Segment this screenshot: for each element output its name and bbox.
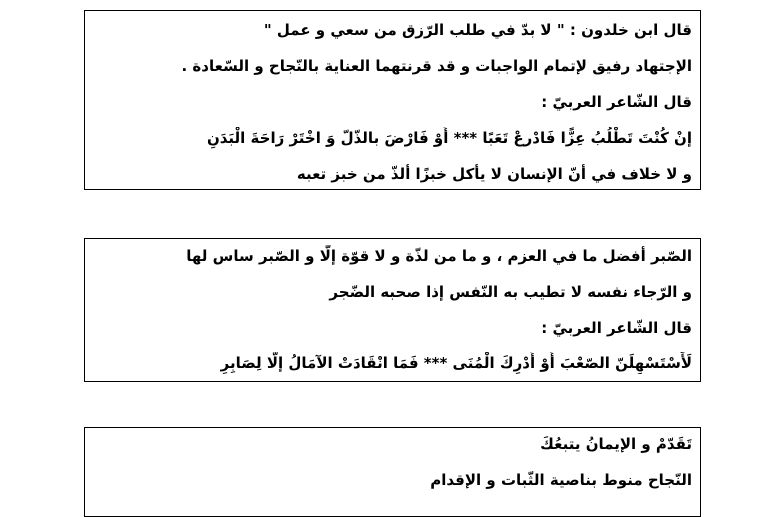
box1-line-1: قال ابن خلدون : " لا بدّ في طلب الرّزق من سعي و عمل " [263,21,692,39]
quote-box-3 [84,427,701,517]
box3-line-1: تَقَدّمْ و الإيمانُ يتبعُكَ [540,435,692,453]
box2-line-2: و الرّجاء نفسه لا تطيب به النّفس إذا صحبه الضّجر [329,283,692,301]
quote-box-1 [84,10,701,190]
box2-line-1: الصّبر أفضل ما في العزم ، و ما من لذّة و لا قوّة إلّا و الصّبر ساس لها [186,247,692,265]
box1-line-5: و لا خلاف في أنّ الإنسان لا يأكل خبزًا ألذّ من خبز تعبه [296,165,692,183]
box1-line-2: الإجتهاد رفيق لإتمام الواجبات و قد قرنتهما العناية بالنّجاح و السّعادة . [181,57,692,75]
box1-line-3: قال الشّاعر العربيّ : [541,93,692,111]
box3-line-2: النّجاح منوط بناصية الثّبات و الإقدام [430,471,692,489]
quote-box-2 [84,238,701,382]
box2-line-4: لَأَسْتَسْهِلَنّ الصّعْبَ أَوْ أُدْرِكَ الْمُنَى *** فَمَا انْقَادَتْ الآمَالُ إلّا لِصَابِرِ [220,354,692,372]
box1-line-4: إنْ كُنْتَ تَطْلُبُ عِزًّا فَادْرعْ تَعَبًا *** أَوْ فَارْضَ بالذّلّ وَ اخْتَرْ رَاحَةَ الْبَدَنِ [206,129,692,147]
box2-line-3: قال الشّاعر العربيّ : [541,319,692,337]
